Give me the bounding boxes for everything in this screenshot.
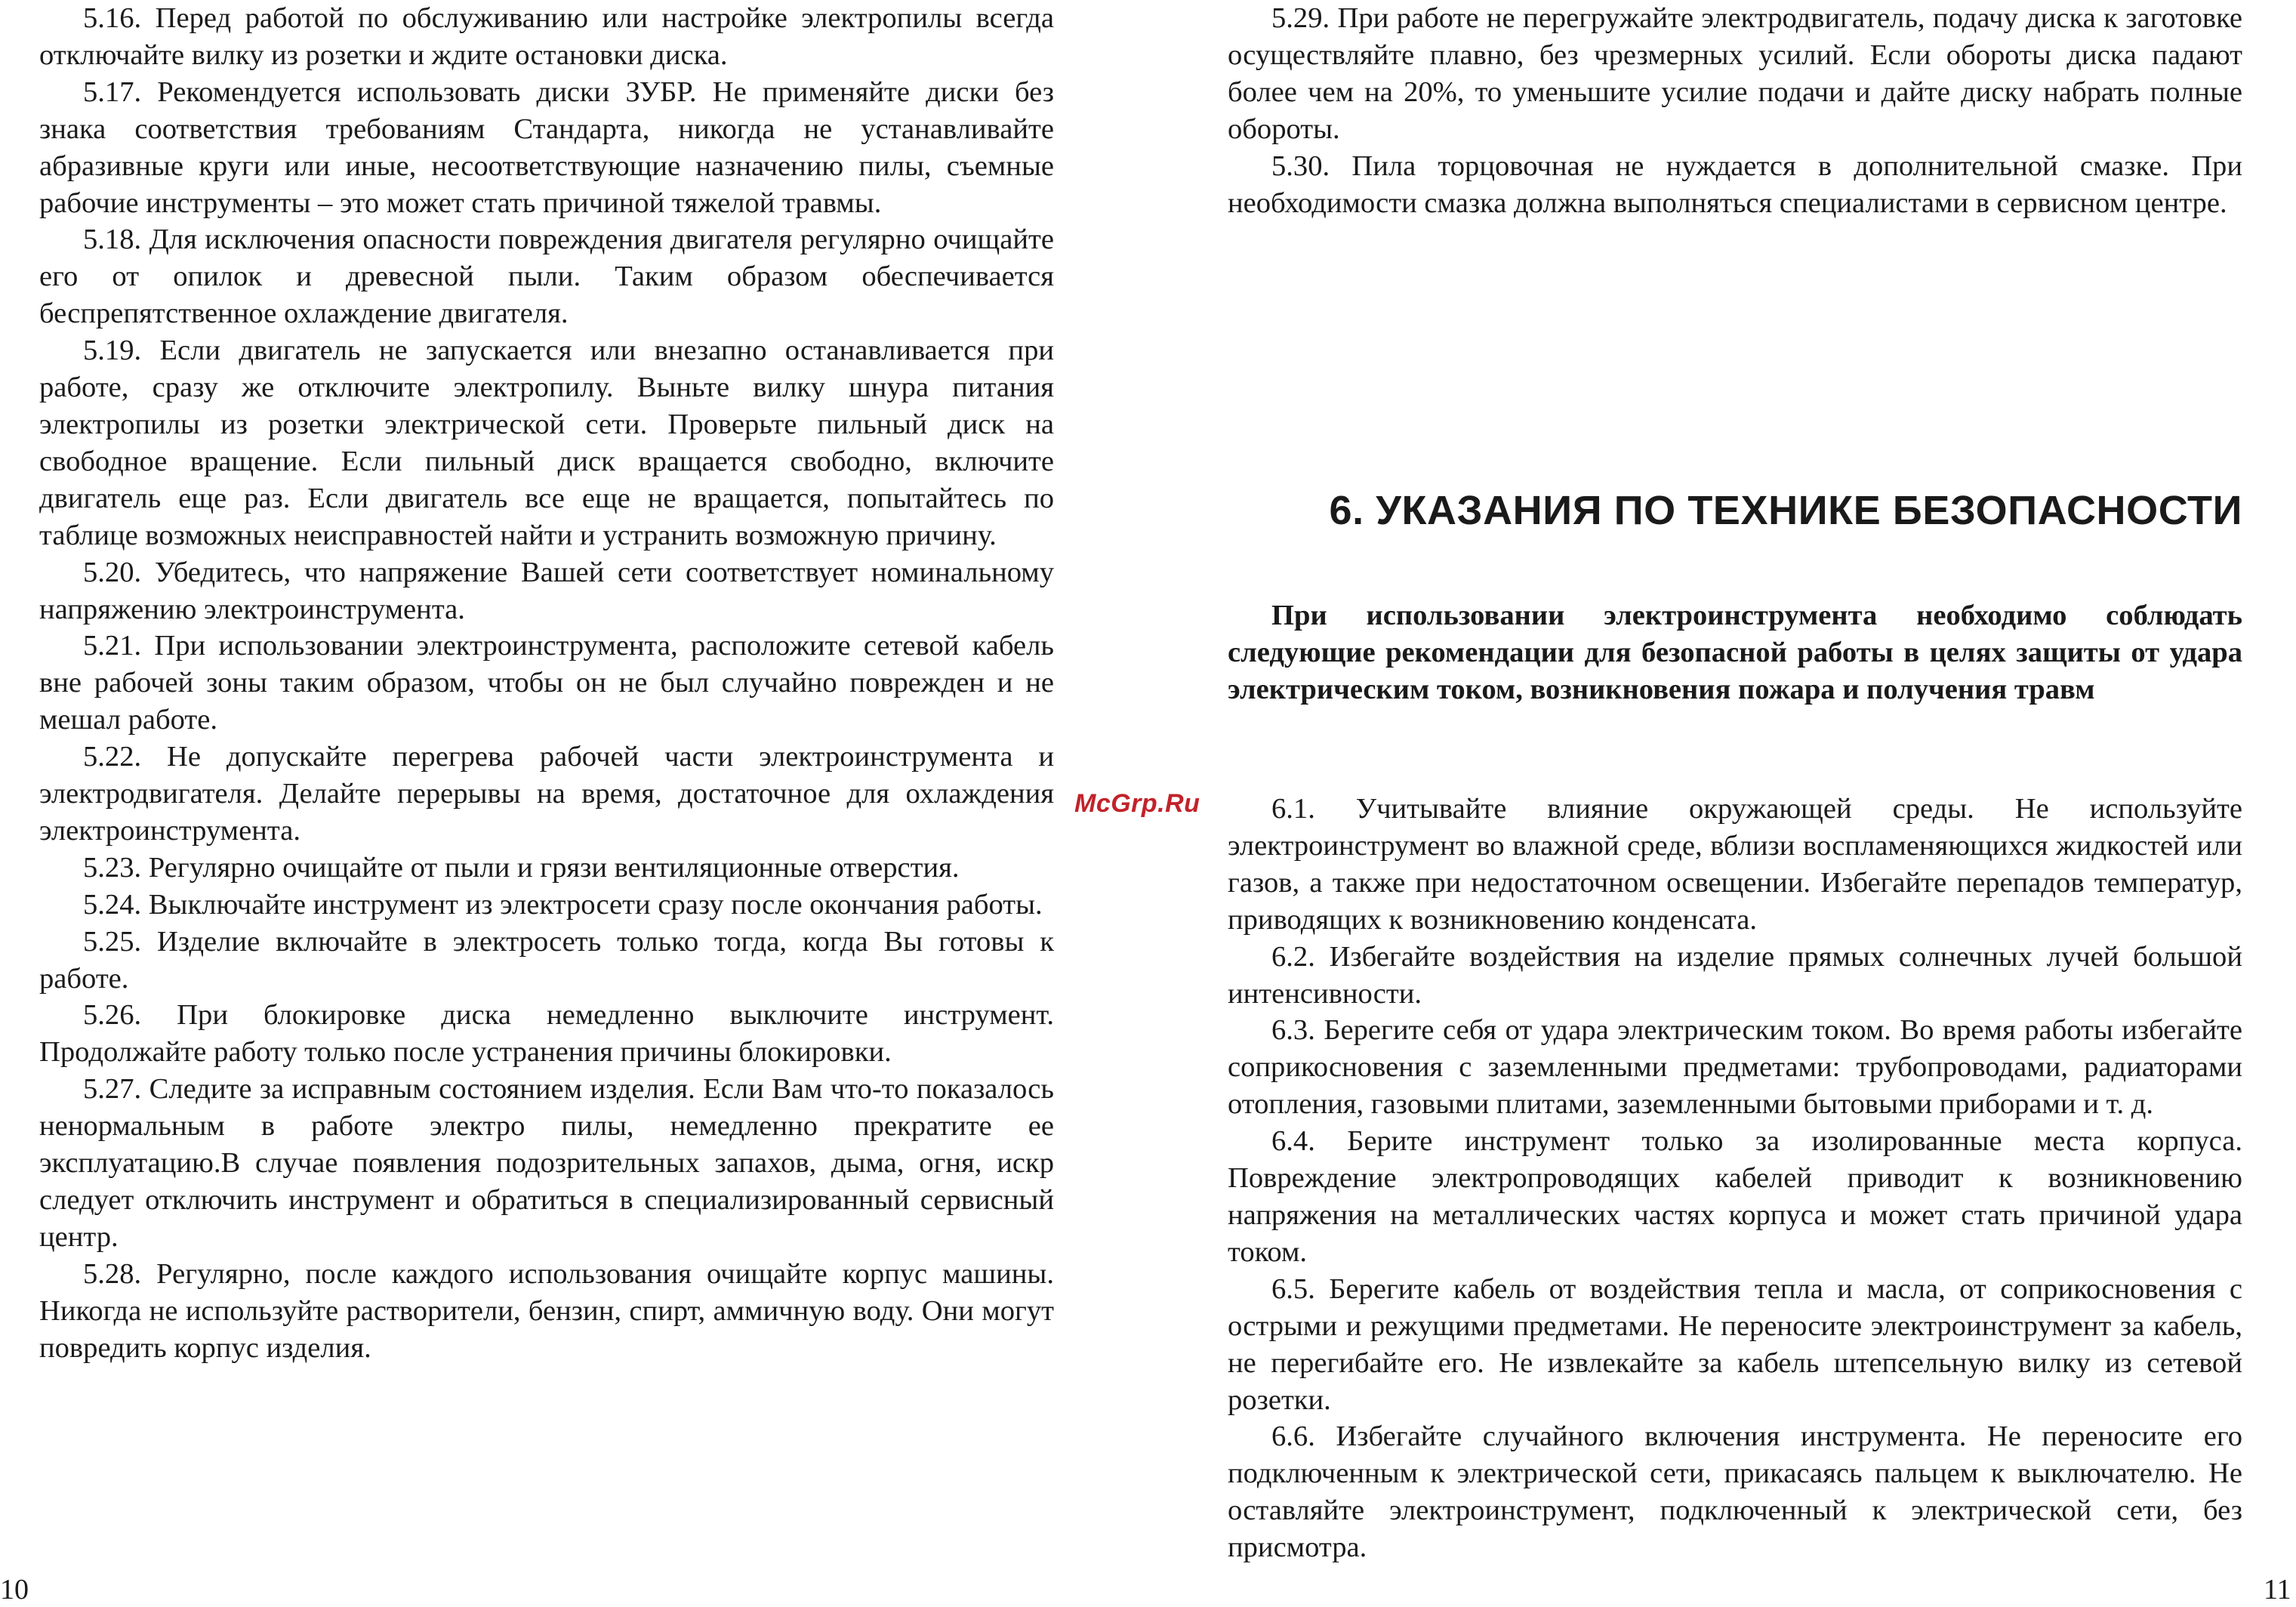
site-watermark: McGrp.Ru	[1074, 789, 1200, 818]
paragraph-5-30: 5.30. Пила торцовочная не нуждается в дополнительной смазке. При необходимости смазка должна выполняться специалистами в сервисном центре.	[1228, 150, 2242, 219]
page-number-left: 10	[0, 1574, 29, 1605]
left-page-text	[39, 0, 1054, 1367]
paragraph-5-29: 5.29. При работе не перегружайте электродвигатель, подачу диска к заготовке осуществляйте плавно, без чрезмерных усилий. Если обороты диска падают более чем на 20%, то уменьшите усилие подачи и дайте диску набрать полные обороты.	[1228, 2, 2242, 145]
page-number-right: 11	[2264, 1574, 2291, 1605]
paragraph-6-4: 6.4. Берите инструмент только за изолированные места корпуса. Повреждение электропроводящих кабелей приводит к возникновению напряжения на металлических частях корпуса и может стать причиной удара током.	[1228, 1125, 2242, 1268]
paragraph-5-20: 5.20. Убедитесь, что напряжение Вашей сети соответствует номинальному напряжению электроинструмента.	[39, 556, 1054, 625]
paragraph-5-24: 5.24. Выключайте инструмент из электросети сразу после окончания работы.	[83, 888, 1043, 921]
safety-intro: При использовании электроинструмента необходимо соблюдать следующие рекомендации для безопасной работы в целях защиты от удара электрическим током, возникновения пожара и получения травм	[1228, 600, 2242, 705]
paragraph-6-6: 6.6. Избегайте случайного включения инструмента. Не переносите его подключенным к электрической сети, прикасаясь пальцем к выключателю. Не оставляйте электроинструмент, подключенный к электрической сети, без присмотра.	[1228, 1420, 2242, 1564]
right-page-top-text	[1228, 0, 2242, 221]
paragraph-5-18: 5.18. Для исключения опасности повреждения двигателя регулярно очищайте его от опилок и древесной пыли. Таким образом обеспечивается беспрепятственное охлаждение двигателя.	[39, 224, 1054, 330]
paragraph-5-17: 5.17. Рекомендуется использовать диски ЗУБР. Не применяйте диски без знака соответствия требованиям Стандарта, никогда не устанавливайте абразивные круги или иные, несоответствующие назначению пилы, съемные рабочие инструменты – это может стать причиной тяжелой травмы.	[39, 76, 1054, 219]
paragraph-5-23: 5.23. Регулярно очищайте от пыли и грязи вентиляционные отверстия.	[83, 851, 960, 884]
section-6-title: 6. УКАЗАНИЯ ПО ТЕХНИКЕ БЕЗОПАСНОСТИ	[1329, 488, 2242, 533]
paragraph-5-25: 5.25. Изделие включайте в электросеть только тогда, когда Вы готовы к работе.	[39, 925, 1054, 995]
paragraph-5-27: 5.27. Следите за исправным состоянием изделия. Если Вам что-то показалось ненормальным в работе электро пилы, немедленно прекратите ее эксплуатацию.В случае появления подозрительных запахов, дыма, огня, искр следует отключить инструмент и обратиться в специализированный сервисный центр.	[39, 1073, 1054, 1253]
section-6-paragraphs	[1228, 791, 2242, 1566]
paragraph-5-16: 5.16. Перед работой по обслуживанию или настройке электропилы всегда отключайте вилку из розетки и ждите остановки диска.	[39, 2, 1054, 71]
paragraph-6-2: 6.2. Избегайте воздействия на изделие прямых солнечных лучей большой интенсивности.	[1228, 940, 2242, 1010]
paragraph-6-3: 6.3. Берегите себя от удара электрическим током. Во время работы избегайте соприкосновения с заземленными предметами: трубопроводами, радиаторами отопления, газовыми плитами, заземленными бытовыми приборами и т. д.	[1228, 1014, 2242, 1121]
paragraph-5-21: 5.21. При использовании электроинструмента, расположите сетевой кабель вне рабочей зоны таким образом, чтобы он не был случайно поврежден и не мешал работе.	[39, 630, 1054, 736]
paragraph-5-22: 5.22. Не допускайте перегрева рабочей части электроинструмента и электродвигателя. Делайте перерывы на время, достаточное для охлаждения электроинструмента.	[39, 741, 1054, 847]
paragraph-5-28: 5.28. Регулярно, после каждого использования очищайте корпус машины. Никогда не используйте растворители, бензин, спирт, аммичную воду. Они могут повредить корпус изделия.	[39, 1257, 1054, 1364]
paragraph-5-19: 5.19. Если двигатель не запускается или внезапно останавливается при работе, сразу же отключите электропилу. Выньте вилку шнура питания электропилы из розетки электрической сети. Проверьте пильный диск на свободное вращение. Если пильный диск вращается свободно, включите двигатель еще раз. Если двигатель все еще не вращается, попытайтесь по таблице возможных неисправностей найти и устранить возможную причину.	[39, 335, 1054, 551]
paragraph-5-26: 5.26. При блокировке диска немедленно выключите инструмент. Продолжайте работу только после устранения причины блокировки.	[39, 999, 1054, 1069]
paragraph-6-5: 6.5. Берегите кабель от воздействия тепла и масла, от соприкосновения с острыми и режущими предметами. Не переносите электроинструмент за кабель, не перегибайте его. Не извлекайте за кабель штепсельную вилку из сетевой розетки.	[1228, 1272, 2242, 1416]
paragraph-6-1: 6.1. Учитывайте влияние окружающей среды. Не используйте электроинструмент во влажной среде, вблизи воспламеняющихся жидкостей или газов, а также при недостаточном освещении. Избегайте перепадов температур, приводящих к возникновению конденсата.	[1228, 793, 2242, 936]
